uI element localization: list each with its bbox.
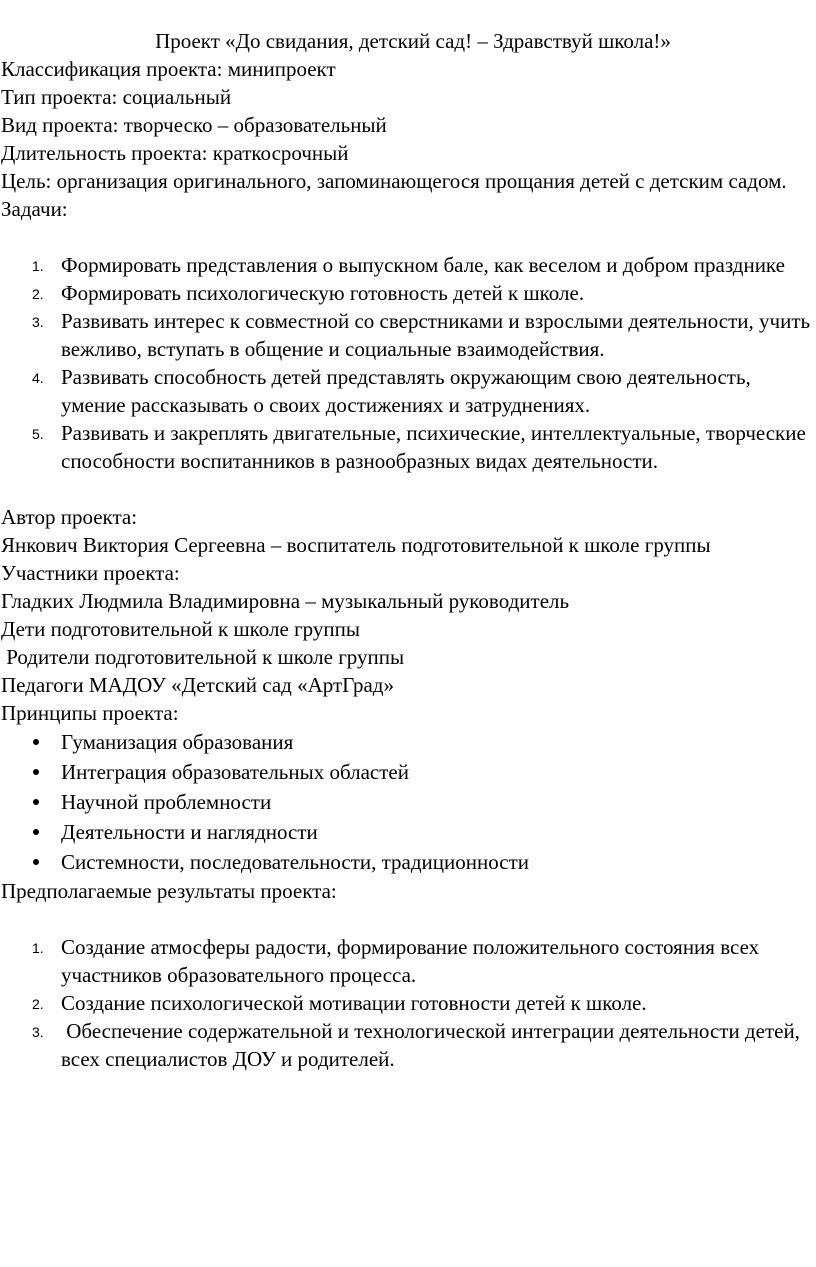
document-title: Проект «До свидания, детский сад! – Здравствуй школа!» xyxy=(155,29,671,53)
list-item xyxy=(0,757,816,787)
participant-teachers: Педагоги МАДОУ «Детский сад «АртГрад» xyxy=(1,673,394,697)
list-item xyxy=(0,787,816,817)
bullet-icon xyxy=(33,739,39,745)
principles-list xyxy=(0,727,816,877)
list-item xyxy=(0,419,816,475)
list-number: 2. xyxy=(32,996,44,1012)
list-item xyxy=(0,279,816,307)
project-type: Тип проекта: социальный xyxy=(1,85,232,109)
bullet-icon xyxy=(33,829,39,835)
list-item-text: Формировать психологическую готовность детей к школе. xyxy=(61,281,585,305)
list-item xyxy=(0,727,816,757)
participant-music-director: Гладких Людмила Владимировна – музыкальный руководитель xyxy=(1,589,570,613)
project-classification: Классификация проекта: минипроект xyxy=(1,57,336,81)
list-number: 1. xyxy=(32,258,44,274)
results-heading: Предполагаемые результаты проекта: xyxy=(1,879,337,903)
bullet-icon xyxy=(33,799,39,805)
list-item-text: Интеграция образовательных областей xyxy=(61,760,409,784)
bullet-icon xyxy=(33,859,39,865)
list-item xyxy=(0,363,816,419)
list-item xyxy=(0,1017,816,1073)
list-item-text: Формировать представления о выпускном бале, как веселом и добром празднике xyxy=(61,253,785,277)
tasks-heading: Задачи: xyxy=(1,197,68,221)
list-item xyxy=(0,933,816,989)
list-item-text: Научной проблемности xyxy=(61,790,272,814)
participant-parents: Родители подготовительной к школе группы xyxy=(1,645,405,669)
bullet-icon xyxy=(33,769,39,775)
list-number: 1. xyxy=(32,940,44,956)
project-kind: Вид проекта: творческо – образовательный xyxy=(1,113,387,137)
author-heading: Автор проекта: xyxy=(1,505,138,529)
list-item-text: Создание атмосферы радости, формирование положительного состояния всех участников образовательного процесса. xyxy=(61,935,760,987)
list-number: 4. xyxy=(32,370,44,386)
participants-heading: Участники проекта: xyxy=(1,561,180,585)
project-duration: Длительность проекта: краткосрочный xyxy=(1,141,349,165)
participant-children: Дети подготовительной к школе группы xyxy=(1,617,360,641)
list-item-text: Обеспечение содержательной и технологической интеграции деятельности детей, всех специалистов ДОУ и родителей. xyxy=(61,1019,806,1071)
list-item xyxy=(0,989,816,1017)
results-list xyxy=(0,933,816,1073)
list-item-text: Деятельности и наглядности xyxy=(61,820,318,844)
list-item xyxy=(0,307,816,363)
list-item-text: Развивать способность детей представлять окружающим свою деятельность, умение рассказывать о своих достижениях и затруднениях. xyxy=(61,365,751,417)
list-item-text: Создание психологической мотивации готовности детей к школе. xyxy=(61,991,647,1015)
list-number: 2. xyxy=(32,286,44,302)
list-number: 5. xyxy=(32,426,44,442)
list-item xyxy=(0,847,816,877)
document-page xyxy=(0,27,816,1073)
list-item-text: Развивать интерес к совместной со сверстниками и взрослыми деятельности, учить вежливо, вступать в общение и социальные взаимодействия. xyxy=(61,309,811,361)
list-item xyxy=(0,817,816,847)
list-item-text: Развивать и закреплять двигательные, психические, интеллектуальные, творческие способности воспитанников в разнообразных видах деятельности. xyxy=(61,421,806,473)
author-name: Янкович Виктория Сергеевна – воспитатель подготовительной к школе группы xyxy=(1,533,711,557)
principles-heading: Принципы проекта: xyxy=(1,701,179,725)
list-item xyxy=(0,251,816,279)
list-item-text: Системности, последовательности, традиционности xyxy=(61,850,529,874)
list-number: 3. xyxy=(32,1024,44,1040)
list-number: 3. xyxy=(32,314,44,330)
list-item-text: Гуманизация образования xyxy=(61,730,294,754)
tasks-list xyxy=(0,251,816,475)
project-goal: Цель: организация оригинального, запоминающегося прощания детей с детским садом. xyxy=(1,169,787,193)
